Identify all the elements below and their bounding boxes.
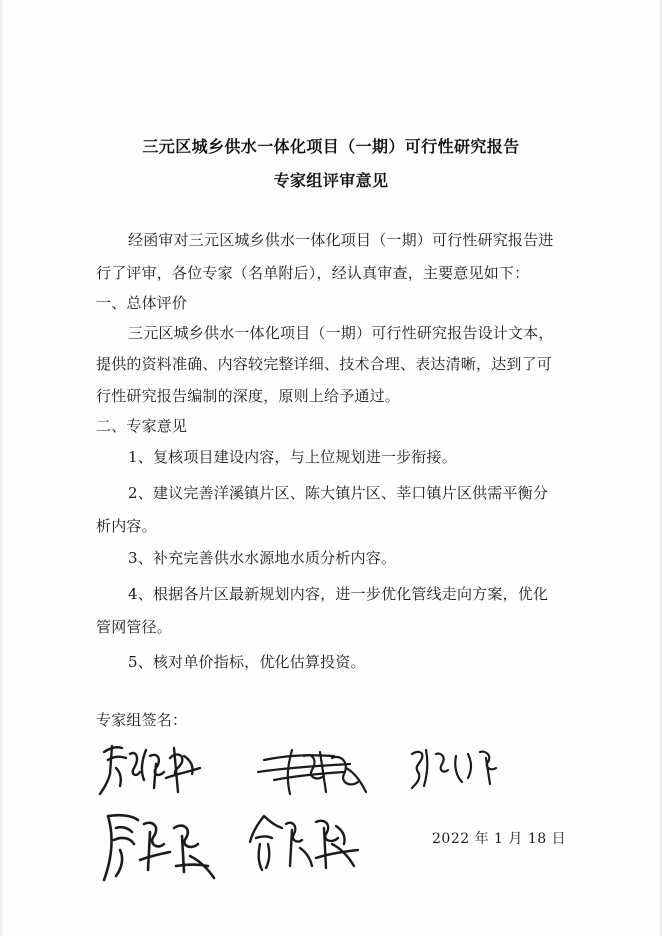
scan-edge-right xyxy=(658,0,662,936)
opinion-item-2: 2、建议完善洋溪镇片区、陈大镇片区、莘口镇片区供需平衡分 xyxy=(128,484,549,502)
section1-heading: 一、总体评价 xyxy=(96,294,188,312)
handwritten-signature-2 xyxy=(254,742,374,802)
intro-line-2: 行了评审，各位专家（名单附后），经认真审查，主要意见如下： xyxy=(96,264,530,282)
opinion-item-3: 3、补充完善供水水源地水质分析内容。 xyxy=(128,549,397,567)
handwritten-signature-3 xyxy=(406,744,506,794)
document-subtitle: 专家组评审意见 xyxy=(273,171,389,190)
opinion-item-2-cont: 析内容。 xyxy=(96,517,157,535)
opinion-item-4: 4、根据各片区最新规划内容，进一步优化管线走向方案，优化 xyxy=(128,585,549,603)
signature-date: 2022 年 1 月 18 日 xyxy=(432,831,567,847)
handwritten-signature-5 xyxy=(246,808,366,878)
signature-label: 专家组签名： xyxy=(96,711,188,729)
handwritten-signature-1 xyxy=(96,738,206,798)
opinion-item-5: 5、核对单价指标，优化估算投资。 xyxy=(128,653,366,671)
section2-heading: 二、专家意见 xyxy=(96,417,188,435)
opinion-item-4-cont: 管网管径。 xyxy=(96,618,173,636)
intro-line-1: 经函审对三元区城乡供水一体化项目（一期）可行性研究报告进 xyxy=(128,231,554,249)
scan-edge-left xyxy=(0,0,4,936)
document-title: 三元区城乡供水一体化项目（一期）可行性研究报告 xyxy=(142,137,520,156)
opinion-item-1: 1、复核项目建设内容，与上位规划进一步衔接。 xyxy=(128,448,457,466)
section1-paragraph-line-3: 行性研究报告编制的深度，原则上给予通过。 xyxy=(96,387,401,405)
section1-paragraph-line-1: 三元区城乡供水一体化项目（一期）可行性研究报告设计文本， xyxy=(128,324,554,342)
handwritten-signature-4 xyxy=(98,806,222,886)
section1-paragraph-line-2: 提供的资料准确、内容较完整详细、技术合理、表达清晰，达到了可 xyxy=(96,355,553,373)
